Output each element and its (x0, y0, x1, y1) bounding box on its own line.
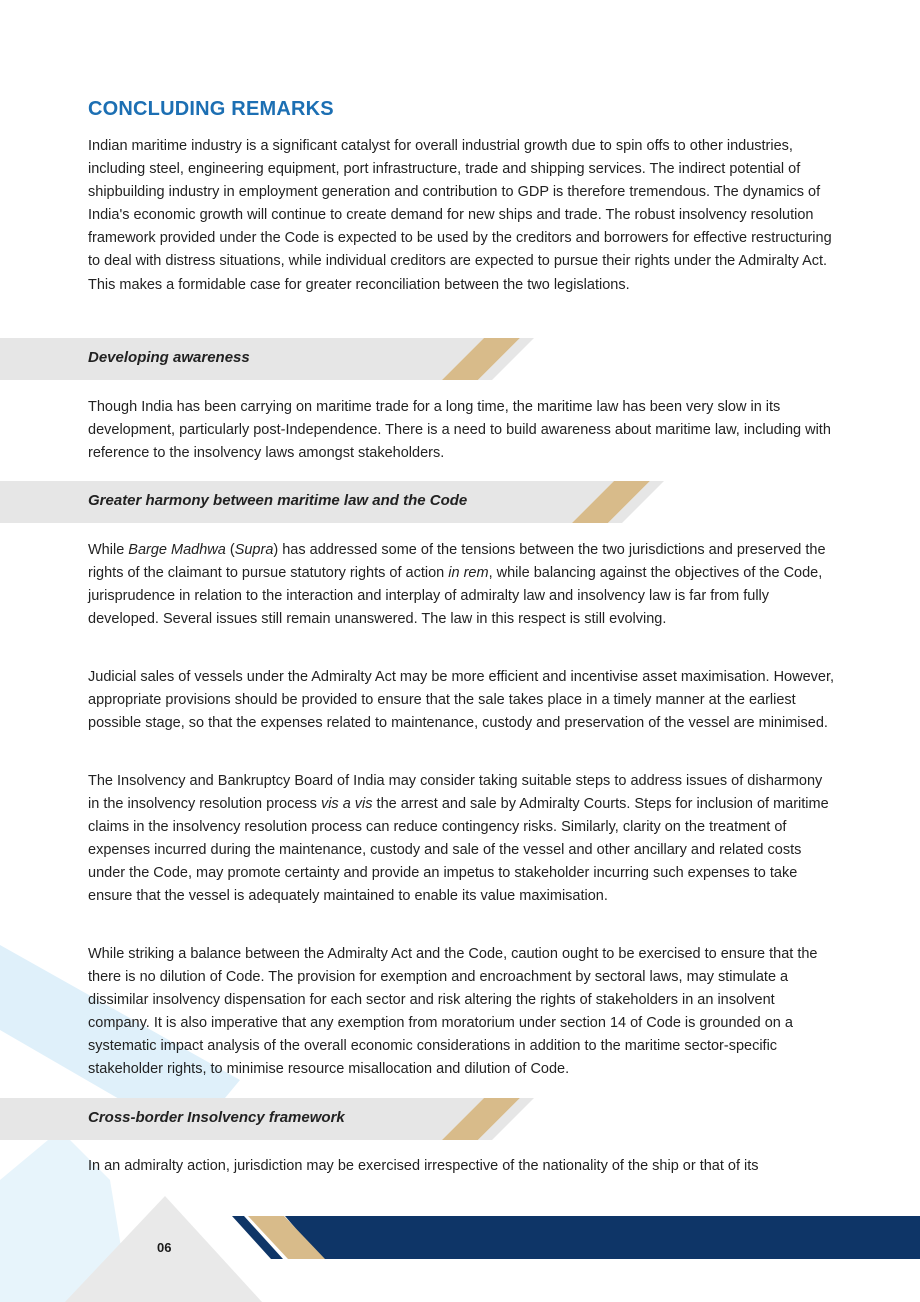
in-rem-term: in rem (448, 565, 489, 582)
section-band-greater-harmony (0, 481, 670, 523)
judicial-sales-paragraph: Judicial sales of vessels under the Admiralty Act may be more efficient and incentivise asset maximisation. However, appropriate provisions should be provided to ensure that the sale takes place in a timely manner at the earliest possible stage, so that the expenses related to maintenance, custody and preservation of the vessel are minimised. (88, 669, 835, 732)
section-band-developing-awareness (0, 338, 540, 380)
ibbi-paragraph: The Insolvency and Bankruptcy Board of India may consider taking suitable steps to address issues of disharmony in the insolvency resolution process vis a vis the arrest and sale by Admiralty Courts. Steps for inclusion of maritime claims in the insolvency resolution process can reduce contingency risks. Similarly, clarity on the treatment of expenses incurred during the maintenance, custody and sale of the vessel and other ancillary and related costs under the Code, may promote certainty and provide an impetus to stakeholder incurring such expenses to take ensure that the vessel is adequately maintained to enable its value maximisation. (88, 773, 829, 905)
barge-madhwa-paragraph: While Barge Madhwa (Supra) has addressed some of the tensions between the two jurisdictions and preserved the rights of the claimant to pursue statutory rights of action in rem, while balancing against the objectives of the Code, jurisprudence in relation to the interaction and interplay of admiralty law and insolvency law is far from fully developed. Several issues still remain unanswered. The law in this respect is still evolving. (88, 542, 826, 628)
section-title: Greater harmony between maritime law and the Code (88, 492, 468, 509)
section-band-cross-border (0, 1098, 540, 1140)
developing-awareness-paragraph: Though India has been carrying on maritime trade for a long time, the maritime law has been very slow in its development, particularly post-Independence. There is a need to build awareness about maritime law, including with reference to the insolvency laws amongst stakeholders. (88, 399, 831, 462)
vis-a-vis-term: vis a vis (320, 796, 373, 813)
supra-reference: Supra (234, 542, 274, 558)
section-title: Developing awareness (88, 349, 250, 366)
footer-band (0, 1210, 920, 1302)
intro-paragraph: Indian maritime industry is a significant catalyst for overall industrial growth due to spin offs to other industries, including steel, engineering equipment, port infrastructure, trade and shipping services. The indirect potential of shipbuilding industry in employment generation and contribution to GDP is therefore tremendous. The dynamics of India's economic growth will continue to create demand for new ships and trade. The robust insolvency resolution framework provided under the Code is expected to be used by the creditors and borrowers for effective restructuring to deal with distress situations, while individual creditors are expected to pursue their rights under the Admiralty Act. This makes a formidable case for greater reconciliation between the two legislations. (88, 138, 832, 293)
cross-border-paragraph: In an admiralty action, jurisdiction may be exercised irrespective of the nationality of the ship or that of its (88, 1158, 759, 1174)
page-number: 06 (157, 1240, 172, 1255)
balance-paragraph: While striking a balance between the Admiralty Act and the Code, caution ought to be exercised to ensure that the there is no dilution of Code. The provision for exemption and encroachment by sectoral laws, may stimulate a dissimilar insolvency dispensation for each sector and risk altering the rights of stakeholders in an insolvent company. It is also imperative that any exemption from moratorium under section 14 of Code is grounded on a systematic impact analysis of the overall economic considerations in addition to the maritime sector-specific stakeholder rights, to minimise resource misallocation and dilution of Code. (88, 946, 818, 1078)
case-name: Barge Madhwa (128, 542, 226, 558)
footer-navy-bar (285, 1216, 920, 1259)
section-title: Cross-border Insolvency framework (88, 1109, 345, 1126)
page-heading: CONCLUDING REMARKS (88, 98, 334, 120)
